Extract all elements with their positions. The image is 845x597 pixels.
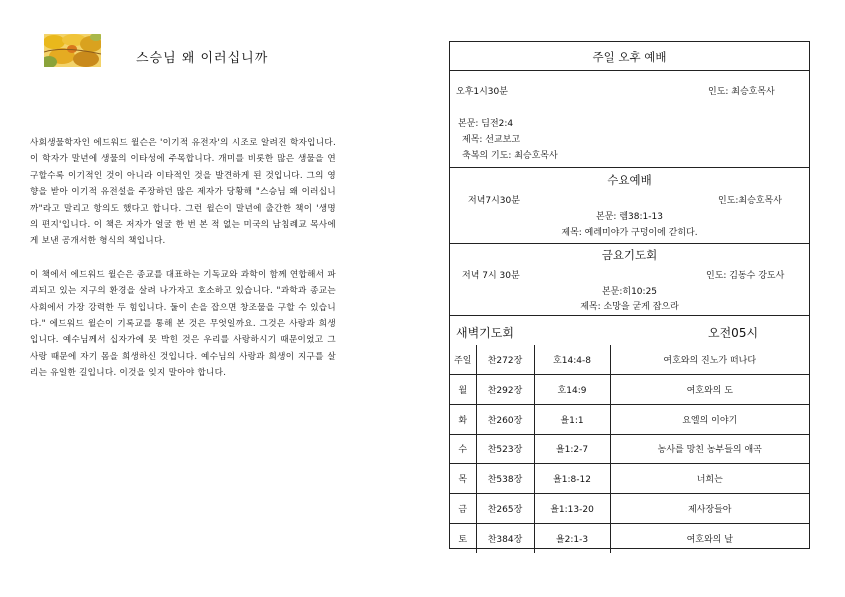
table-row <box>450 493 809 523</box>
friday-service-title: 금요기도회 <box>601 248 658 262</box>
day-cell: 수 <box>450 434 476 464</box>
scripture-cell: 욜2:1-3 <box>534 523 610 553</box>
scripture-cell: 호14:9 <box>534 375 610 405</box>
sunday-service-title: 주일 오후 예배 <box>592 50 667 64</box>
topic-cell: 농사를 망친 농부들의 애곡 <box>610 434 809 464</box>
wednesday-scripture: 본문: 렘38:1-13 <box>596 212 663 222</box>
friday-scripture: 본문:히10:25 <box>601 287 658 297</box>
topic-cell: 요엘의 이야기 <box>610 404 809 434</box>
topic-cell: 제사장들아 <box>610 493 809 523</box>
table-row <box>450 345 809 375</box>
friday-service-leader: 인도: 김동수 강도사 <box>706 271 785 281</box>
divider <box>450 315 809 316</box>
friday-service-time: 저녁 7시 30분 <box>462 271 520 281</box>
article-paragraph: 사회생물학자인 에드워드 윌슨은 '이기적 유전자'의 시조로 알려진 학자입니다. 이 학자가 말년에 생물의 이타성에 주목합니다. 개미를 비롯한 많은 생물을 연구할수록 이기적인 것이 아니라 이타적인 것을 발견하게 된 것입니다. 그의 영향을 받아 이기적 유전설을 주장하던 많은 제자가 당황해 "스승님 왜 이러십니까"라고 말리고 항의도 했다고 합니다. 그런 윌슨이 말년에 출간한 책이 '생명의 편지'입니다. 이 책은 저자가 얼굴 한 번 본 적 없는 미국의 남침례교 목사에게 보낸 공개서한 형식의 책입니다. <box>30 138 336 247</box>
worship-schedule-panel <box>449 41 810 549</box>
day-cell: 금 <box>450 493 476 523</box>
divider <box>450 167 809 168</box>
topic-cell: 여호와의 날 <box>610 523 809 553</box>
day-cell: 주일 <box>450 345 476 375</box>
divider <box>450 70 809 71</box>
hymn-cell: 찬272장 <box>476 345 534 375</box>
topic-cell: 여호와의 도 <box>610 375 809 405</box>
day-cell: 토 <box>450 523 476 553</box>
table-row <box>450 404 809 434</box>
article-body <box>30 135 336 399</box>
sunday-service-leader: 인도: 최승호목사 <box>708 87 775 97</box>
table-row <box>450 375 809 405</box>
scripture-cell: 욜1:1 <box>534 404 610 434</box>
scripture-cell: 욜1:2-7 <box>534 434 610 464</box>
sunday-benediction: 축복의 기도: 최승호목사 <box>462 151 558 161</box>
hymn-cell: 찬292장 <box>476 375 534 405</box>
sunday-service-time: 오후1시30분 <box>456 87 508 97</box>
table-row <box>450 464 809 494</box>
dawn-prayer-table <box>450 345 809 553</box>
topic-cell: 여호와의 진노가 떠나다 <box>610 345 809 375</box>
dawn-prayer-title: 새벽기도회 <box>456 326 514 340</box>
scripture-cell: 호14:4-8 <box>534 345 610 375</box>
topic-cell: 너희는 <box>610 464 809 494</box>
wednesday-service-leader: 인도:최승호목사 <box>718 196 782 206</box>
hymn-cell: 찬523장 <box>476 434 534 464</box>
divider <box>450 243 809 244</box>
sunday-scripture: 본문: 딤전2:4 <box>458 119 514 129</box>
autumn-leaves-photo <box>44 34 101 67</box>
hymn-cell: 찬265장 <box>476 493 534 523</box>
day-cell: 월 <box>450 375 476 405</box>
hymn-cell: 찬260장 <box>476 404 534 434</box>
hymn-cell: 찬538장 <box>476 464 534 494</box>
scripture-cell: 욜1:13-20 <box>534 493 610 523</box>
hymn-cell: 찬384장 <box>476 523 534 553</box>
table-row <box>450 434 809 464</box>
wednesday-service-time: 저녁7시30분 <box>468 196 520 206</box>
table-row <box>450 523 809 553</box>
day-cell: 목 <box>450 464 476 494</box>
sunday-sermon-title: 제목: 선교보고 <box>462 135 521 145</box>
wednesday-service-title: 수요예배 <box>607 173 652 187</box>
article-title: 스승님 왜 이러십니까 <box>136 51 269 66</box>
friday-sermon-title: 제목: 소망을 굳게 잡으라 <box>580 302 679 312</box>
dawn-prayer-time: 오전05시 <box>708 326 759 340</box>
article-paragraph: 이 책에서 에드워드 윌슨은 종교를 대표하는 기독교와 과학이 함께 연합해서 파괴되고 있는 지구의 환경을 살려 나가자고 호소하고 있습니다. "과학과 종교는 사회에서 가장 강력한 두 힘입니다. 둘이 손을 잡으면 창조물을 구할 수 있습니다." 에드워드 윌슨이 기록교를 통해 본 것은 무엇일까요. 그것은 사랑과 희생입니다. 예수님께서 십자가에 못 박힌 것은 우리를 사랑하시기 때문이었고 그 사랑 때문에 자기 몸을 희생하신 것입니다. 예수님의 사랑과 희생이 지구를 살리는 유일한 길입니다. 이것을 잊지 말아야 합니다. <box>30 269 336 379</box>
scripture-cell: 욜1:8-12 <box>534 464 610 494</box>
day-cell: 화 <box>450 404 476 434</box>
wednesday-sermon-title: 제목: 예레미야가 구덩이에 갇히다. <box>561 228 698 238</box>
